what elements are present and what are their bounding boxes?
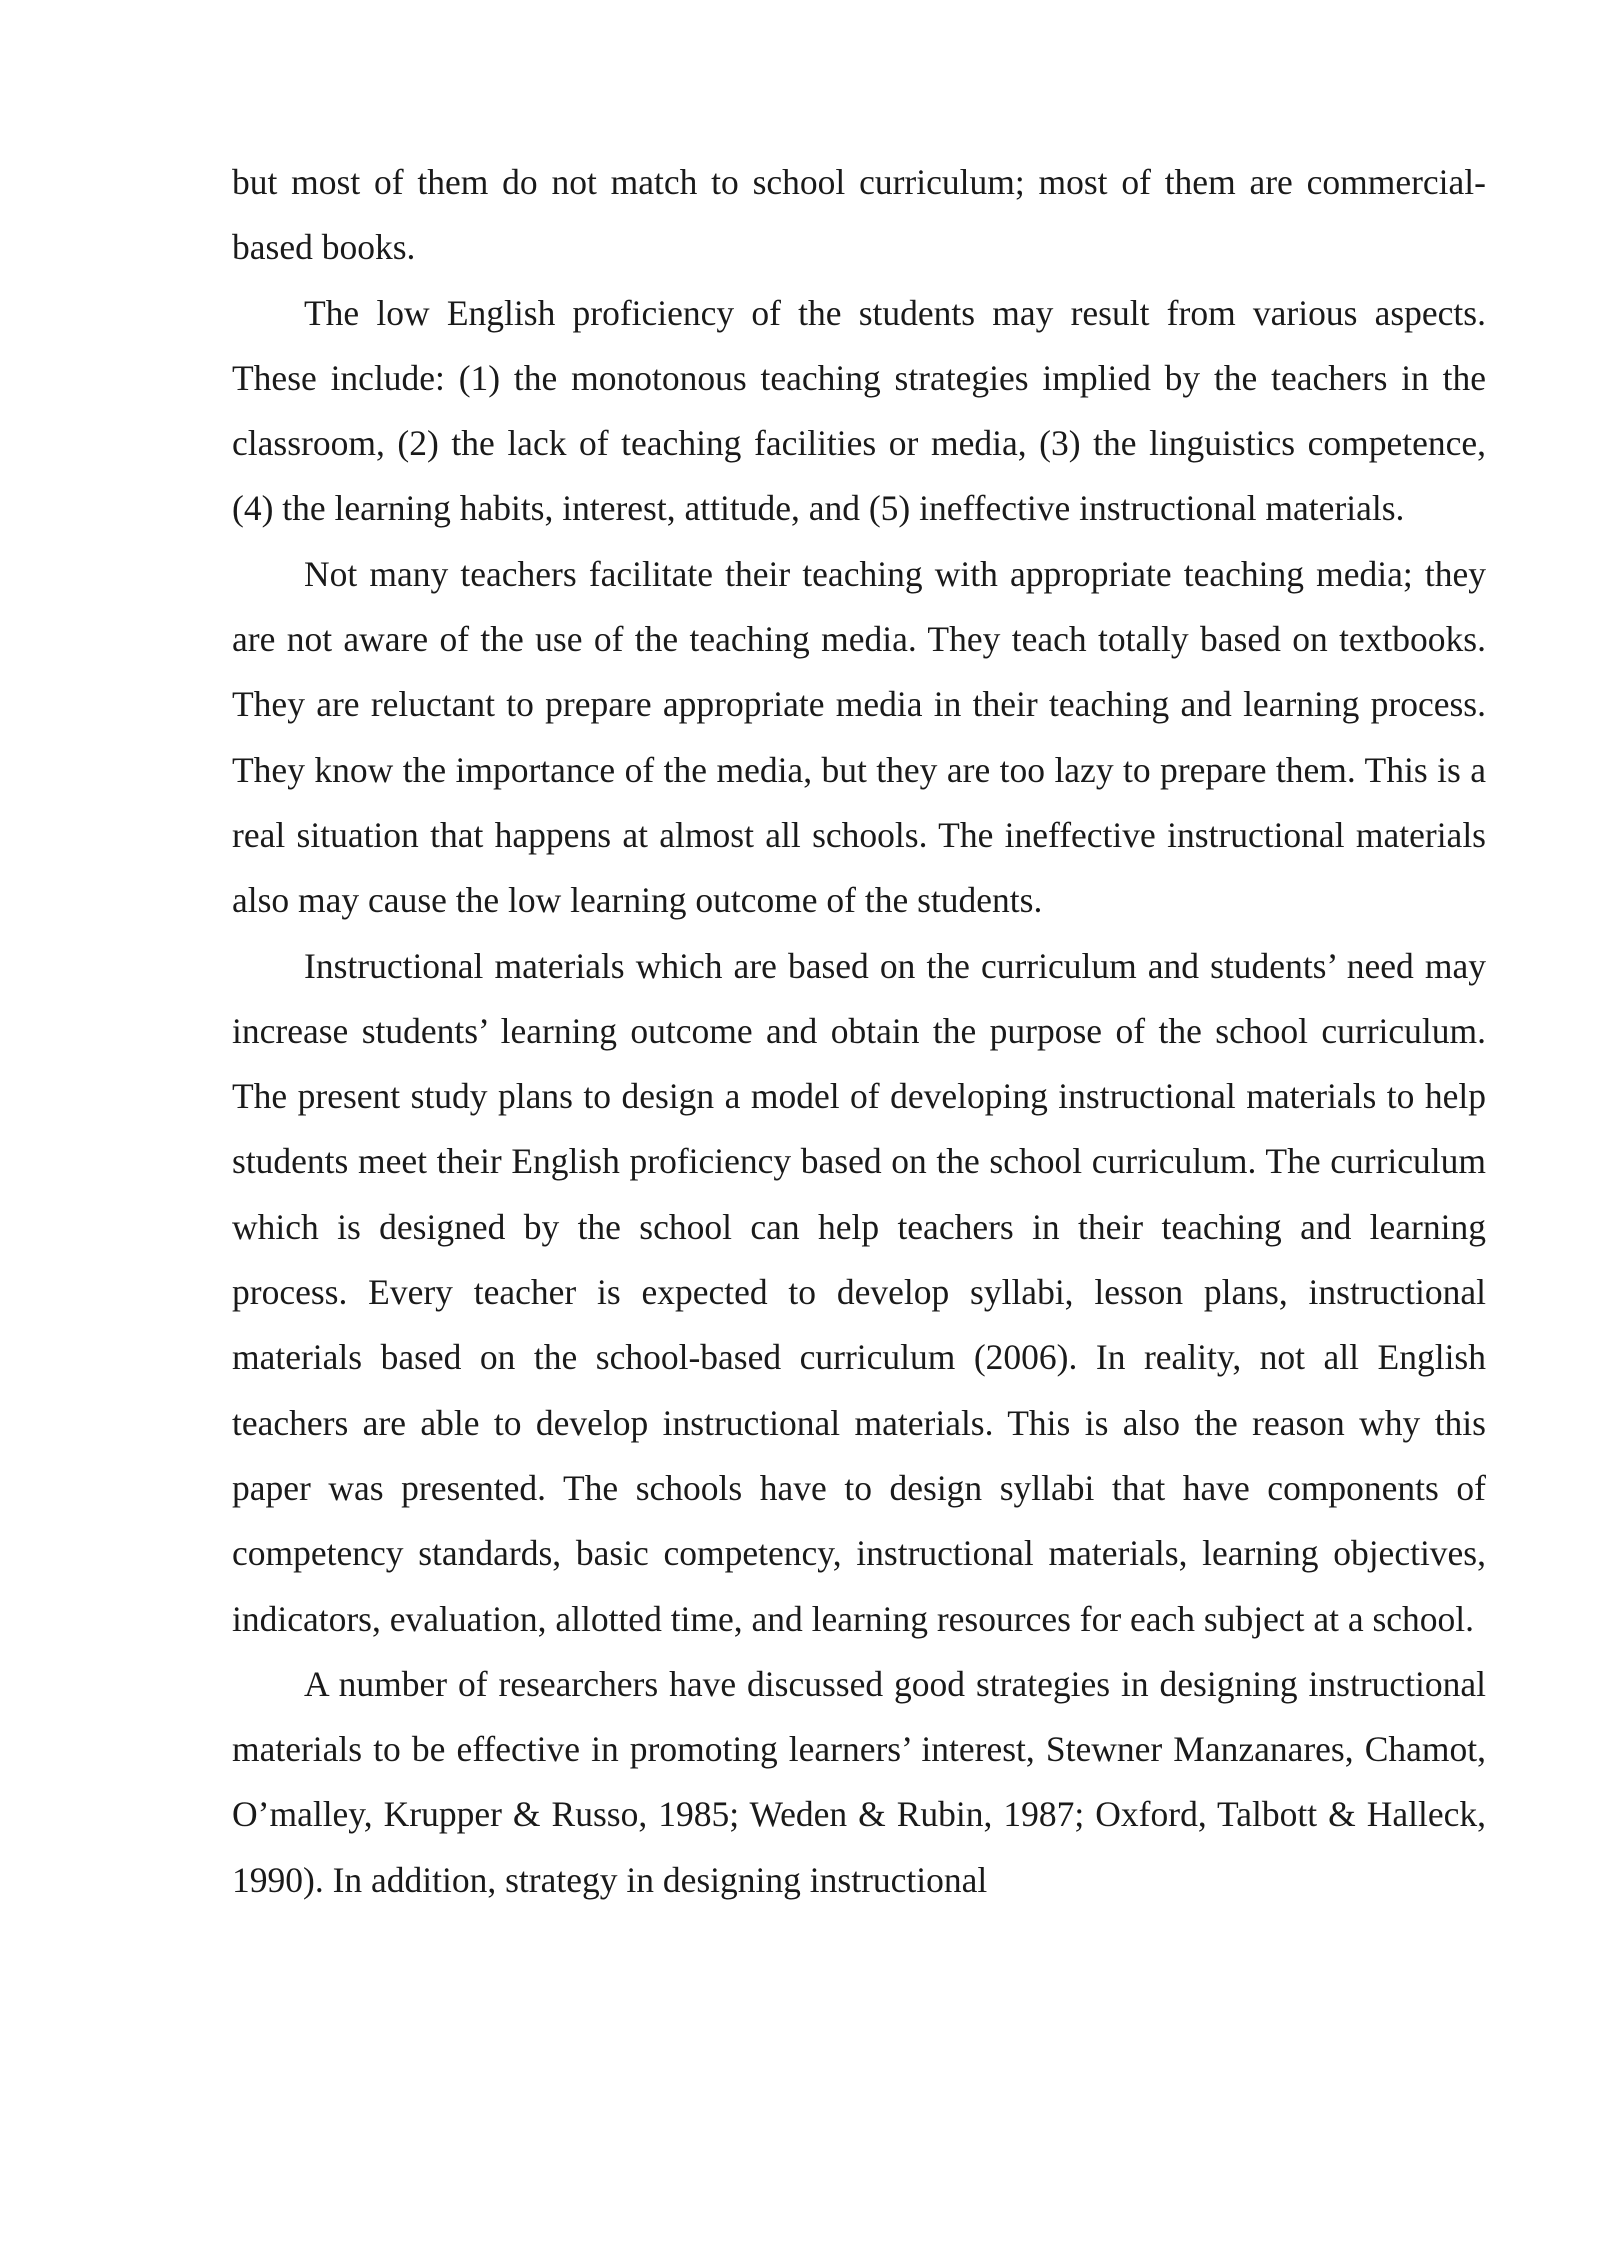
paragraph-instructional-materials: Instructional materials which are based on the curriculum and students’ need may increase students’ learning outcome and obtain the purpose of the school curriculum. The present study plans to design a model of developing instructional materials to help students meet their English proficiency based on the school curriculum. The curriculum which is designed by the school can help teachers in their teaching and learning process. Every teacher is expected to develop syllabi, lesson plans, instructional materials based on the school-based curriculum (2006). In reality, not all English teachers are able to develop instructional materials. This is also the reason why this paper was presented. The schools have to design syllabi that have components of competency standards, basic competency, instructional materials, learning objectives, indicators, evaluation, allotted time, and learning resources for each subject at a school. — [232, 945, 1486, 1639]
body-text — [232, 150, 1486, 1913]
paragraph-teaching-media: Not many teachers facilitate their teaching with appropriate teaching media; they are not aware of the use of the teaching media. They teach totally based on textbooks. They are reluctant to prepare appropriate media in their teaching and learning process. They know the importance of the media, but they are too lazy to prepare them. This is a real situation that happens at almost all schools. The ineffective instructional materials also may cause the low learning outcome of the students. — [232, 553, 1486, 921]
paragraph-low-proficiency-causes: The low English proficiency of the students may result from various aspects. These include: (1) the monotonous teaching strategies implied by the teachers in the classroom, (2) the lack of teaching facilities or media, (3) the linguistics competence, (4) the learning habits, interest, attitude, and (5) ineffective instructional materials. — [232, 292, 1486, 529]
paragraph-continuation: but most of them do not match to school curriculum; most of them are commercial-based books. — [232, 162, 1486, 268]
paragraph-researchers: A number of researchers have discussed good strategies in designing instructional materials to be effective in promoting learners’ interest, Stewner Manzanares, Chamot, O’malley, Krupper & Russo, 1985; Weden & Rubin, 1987; Oxford, Talbott & Halleck, 1990). In addition, strategy in designing instructional — [232, 1663, 1486, 1900]
